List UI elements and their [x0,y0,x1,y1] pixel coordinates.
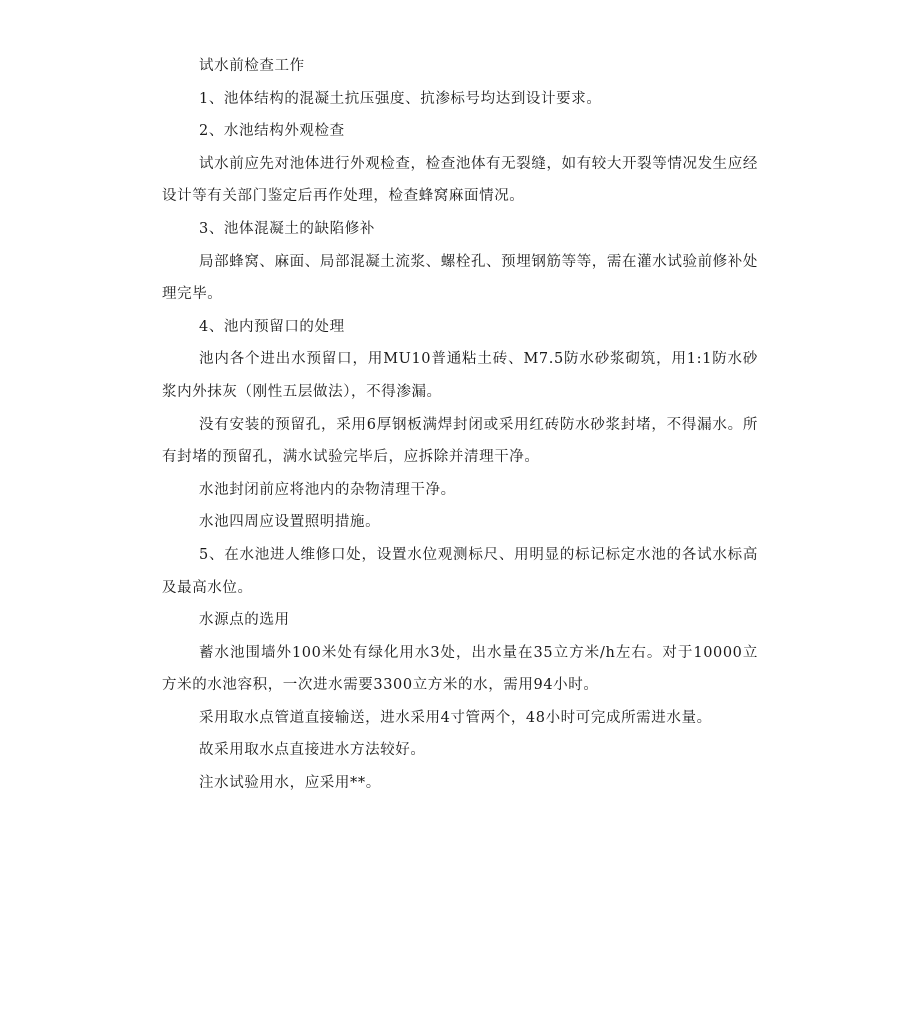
paragraph-appearance-check: 试水前应先对池体进行外观检查，检查池体有无裂缝，如有较大开裂等情况发生应经设计等有关部门鉴定后再作处理，检查蜂窝麻面情况。 [162,155,758,205]
document-body [162,50,758,800]
paragraph-uninstalled-holes: 没有安装的预留孔，采用6厚钢板满焊封闭或采用红砖防水砂浆封堵，不得漏水。所有封堵的预留孔，满水试验完毕后，应拆除并清理干净。 [162,416,758,466]
paragraph-reserved-openings: 池内各个进出水预留口，用MU10普通粘土砖、M7.5防水砂浆砌筑，用1:1防水砂浆内外抹灰（刚性五层做法），不得渗漏。 [162,351,758,400]
paragraph-test-water: 注水试验用水，应采用**。 [199,775,381,792]
paragraph-lighting: 水池四周应设置照明措施。 [199,514,381,531]
paragraph-clean-debris: 水池封闭前应将池内的杂物清理干净。 [199,481,456,498]
paragraph-conclusion: 故采用取水点直接进水方法较好。 [199,742,426,759]
item-reserved-opening-heading: 4、池内预留口的处理 [199,318,345,335]
section-heading-water-source: 水源点的选用 [199,612,290,629]
paragraph-pipe-supply: 采用取水点管道直接输送，进水采用4寸管两个，48小时可完成所需进水量。 [199,709,712,726]
section-heading-pre-test-inspection: 试水前检查工作 [199,58,305,74]
item-water-level-gauge: 5、在水池进人维修口处，设置水位观测标尺、用明显的标记标定水池的各试水标高及最高水位。 [162,546,758,596]
item-defect-repair-heading: 3、池体混凝土的缺陷修补 [199,220,375,237]
item-concrete-strength: 1、池体结构的混凝土抗压强度、抗渗标号均达到设计要求。 [199,90,602,107]
item-appearance-check-heading: 2、水池结构外观检查 [199,123,345,140]
paragraph-defect-repair: 局部蜂窝、麻面、局部混凝土流浆、螺栓孔、预埋钢筋等等，需在灌水试验前修补处理完毕。 [162,253,758,303]
paragraph-water-source: 蓄水池围墙外100米处有绿化用水3处，出水量在35立方米/h左右。对于10000立方米的水池容积，一次进水需要3300立方米的水，需用94小时。 [162,644,758,694]
